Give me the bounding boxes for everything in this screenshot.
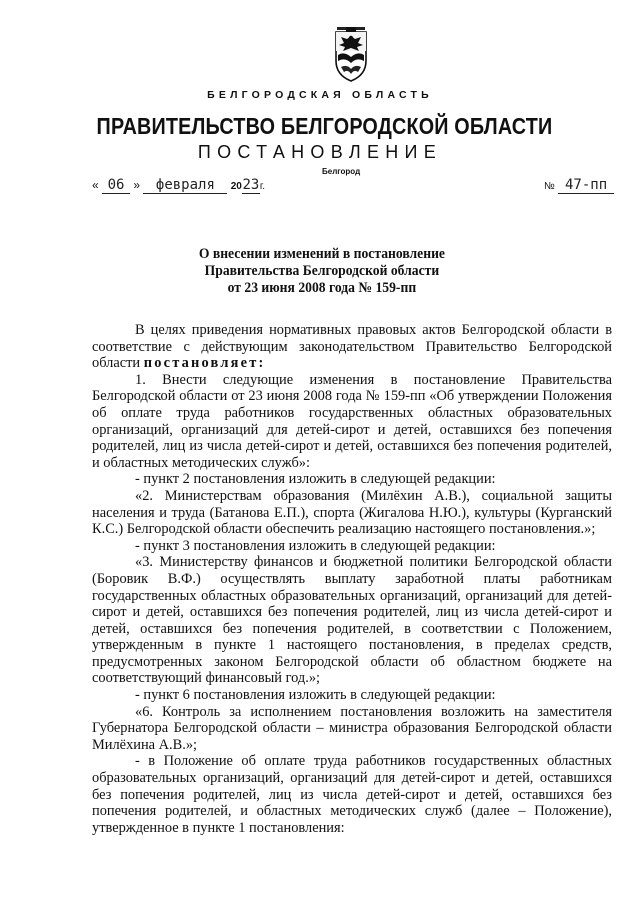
- coat-of-arms-icon: [327, 27, 375, 83]
- paragraph-item-6-text: «6. Контроль за исполнением постановления возложить на заместителя Губернатора Белгородской области – министра образования Белгородской области Милёхина А.В.»;: [92, 703, 612, 753]
- document-number: [544, 177, 614, 194]
- decree-word: постановляет:: [143, 355, 266, 372]
- paragraph-item-2-text: «2. Министерствам образования (Милёхин А.В.), социальной защиты населения и труда (Батанова Е.П.), спорта (Жигалова Н.Ю.), культуры (Курганский К.С.) Белгородской области обеспечить реализацию настоящего постановления.»;: [92, 487, 612, 538]
- paragraph-item-6-intro: - пункт 6 постановления изложить в следующей редакции:: [135, 687, 496, 704]
- preamble-paragraph: [92, 322, 612, 372]
- subject-line-2: Правительства Белгородской области: [204, 263, 440, 279]
- date-year-mark: г.: [259, 181, 266, 192]
- paragraph-item-3-intro: - пункт 3 постановления изложить в следующей редакции:: [135, 537, 496, 554]
- date-line: [92, 177, 265, 194]
- government-title: ПРАВИТЕЛЬСТВО БЕЛГОРОДСКОЙ ОБЛАСТИ: [96, 113, 553, 139]
- date-month: февраля: [143, 177, 227, 194]
- paragraph-item-3-text: «3. Министерству финансов и бюджетной политики Белгородской области (Боровик В.Ф.) осуществлять выплату заработной платы работникам государственных областных образовательных организаций, организаций для детей-сирот и детей, оставшихся без попечения родителей, лиц из числа детей-сирот и детей, оставшихся без попечения родителей, в соответствии с Положением, утвержденным в пункте 1 настоящего постановления, в пределах средств, предусмотренных законом Белгородской области об областном бюджете на соответствующий финансовый год.»;: [92, 554, 612, 687]
- paragraph-1: 1. Внести следующие изменения в постановление Правительства Белгородской области от 23 июня 2008 года № 159-пп «Об утверждении Положения об оплате труда работников государственных областных образовательных организаций, организаций для детей-сирот и детей, оставшихся без попечения родителей, лиц из числа детей-сирот и детей, оставшихся без попечения родителей, и областных методических служб»:: [92, 371, 612, 471]
- paragraph-regulation-changes: - в Положение об оплате труда работников государственных областных образовательных организаций, организаций для детей-сирот и детей, оставшихся без попечения родителей, лиц из числа детей-сирот и детей, оставшихся без попечения родителей, и областных методических служб (далее – Положение), утвержденное в пункте 1 постановления:: [92, 753, 612, 836]
- date-day: 06: [102, 177, 130, 194]
- region-heading: БЕЛГОРОДСКАЯ ОБЛАСТЬ: [207, 89, 433, 101]
- date-open-quote: «: [92, 178, 99, 192]
- subject-line-1: О внесении изменений в постановление: [198, 246, 445, 262]
- document-type: ПОСТАНОВЛЕНИЕ: [197, 142, 443, 162]
- document-subject: [21, 246, 623, 297]
- city-label: Белгород: [322, 167, 361, 176]
- date-year-prefix: 20: [230, 181, 242, 192]
- document-body: [92, 322, 612, 836]
- paragraph-item-2-intro: - пункт 2 постановления изложить в следующей редакции:: [135, 471, 496, 488]
- number-label: №: [544, 181, 555, 192]
- subject-line-3: от 23 июня 2008 года № 159-пп: [227, 280, 417, 296]
- number-value: 47-пп: [558, 177, 614, 194]
- date-year-suffix: 23: [242, 177, 260, 193]
- date-close-quote: »: [133, 178, 141, 192]
- preamble-text: В целях приведения нормативных правовых актов Белгородской области в соответствие с действующим законодательством Правительство Белгородской области: [92, 322, 612, 372]
